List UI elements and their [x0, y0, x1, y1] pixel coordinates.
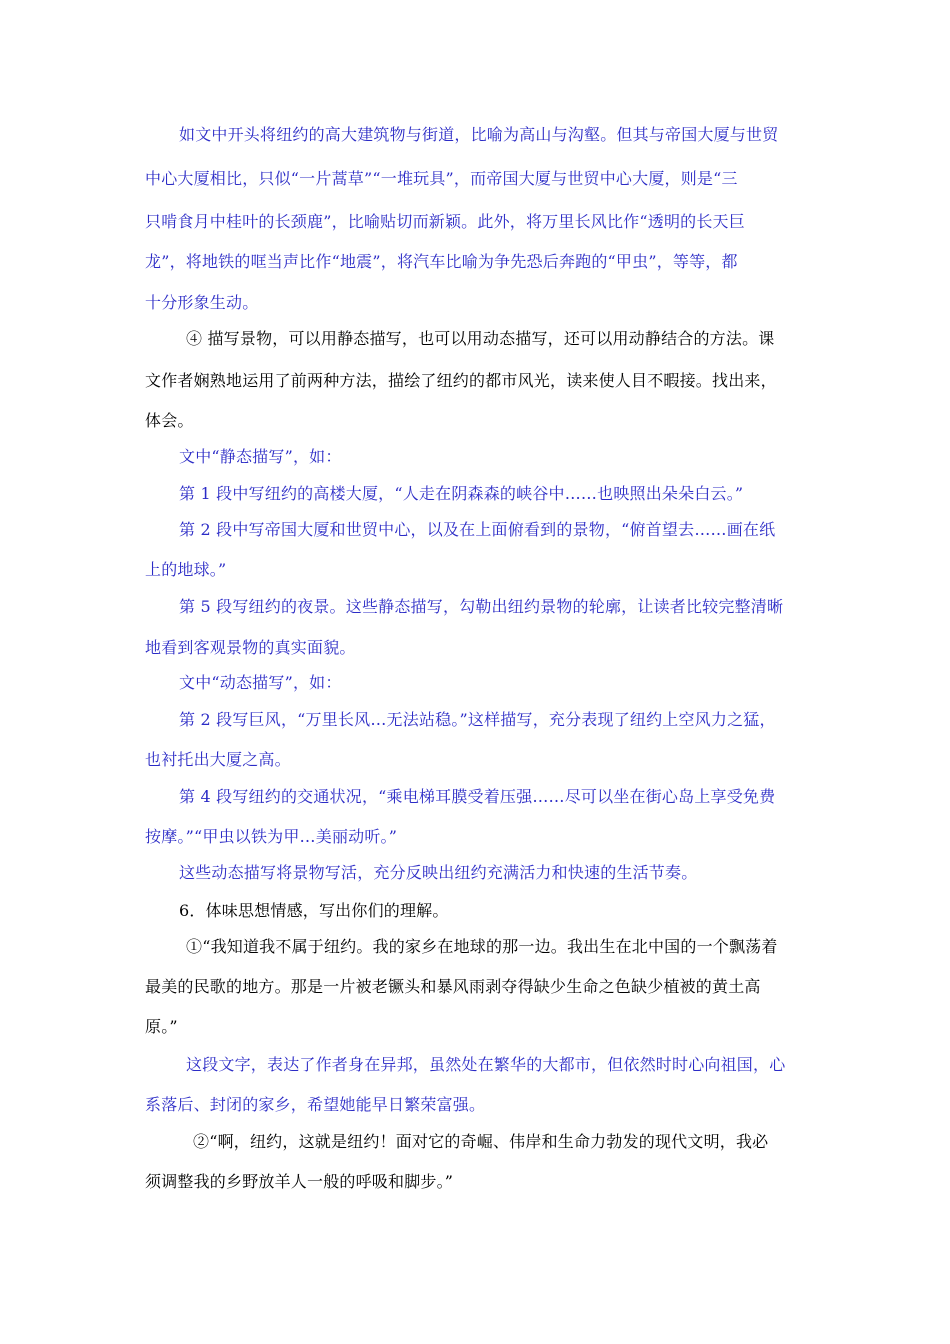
text-line: 十分形象生动。	[145, 293, 259, 312]
text-line: 第 4 段写纽约的交通状况，“乘电梯耳膜受着压强……尽可以坐在街心岛上享受免费	[179, 787, 776, 806]
text-line: 这些动态描写将景物写活，充分反映出纽约充满活力和快速的生活节奏。	[179, 863, 698, 882]
text-line: 文中“动态描写”，如：	[179, 673, 342, 692]
text-line: 龙”，将地铁的哐当声比作“地震”，将汽车比喻为争先恐后奔跑的“甲虫”，等等，都	[145, 252, 738, 271]
text-line: 体会。	[145, 411, 194, 430]
text-line: 地看到客观景物的真实面貌。	[145, 638, 356, 657]
text-line: ②“啊，纽约，这就是纽约！面对它的奇崛、伟岸和生命力勃发的现代文明，我必	[193, 1132, 769, 1151]
text-line: 文中“静态描写”，如：	[179, 447, 342, 466]
text-line: 也衬托出大厦之高。	[145, 750, 291, 769]
text-line: ①“我知道我不属于纽约。我的家乡在地球的那一边。我出生在北中国的一个飘荡着	[186, 937, 778, 956]
text-line: 上的地球。”	[145, 560, 227, 579]
text-line: 第 2 段写巨风，“万里长风…无法站稳。”这样描写，充分表现了纽约上空风力之猛，	[179, 710, 776, 729]
text-line: 按摩。”“甲虫以铁为甲…美丽动听。”	[145, 827, 398, 846]
text-line: 这段文字，表达了作者身在异邦，虽然处在繁华的大都市，但依然时时心向祖国，心	[186, 1055, 786, 1074]
text-line: 只啃食月中桂叶的长颈鹿”，比喻贴切而新颖。此外，将万里长风比作“透明的长天巨	[145, 212, 745, 231]
text-line: 中心大厦相比，只似“一片蒿草”“一堆玩具”，而帝国大厦与世贸中心大厦，则是“三	[145, 169, 738, 188]
text-line: 文作者娴熟地运用了前两种方法，描绘了纽约的都市风光，读来使人目不暇接。找出来，	[145, 371, 777, 390]
text-line: 须调整我的乡野放羊人一般的呼吸和脚步。”	[145, 1172, 454, 1191]
text-line: 第 5 段写纽约的夜景。这些静态描写，勾勒出纽约景物的轮廓，让读者比较完整清晰	[179, 597, 784, 616]
text-line: 如文中开头将纽约的高大建筑物与街道，比喻为高山与沟壑。但其与帝国大厦与世贸	[179, 125, 779, 144]
text-line: 最美的民歌的地方。那是一片被老镢头和暴风雨剥夺得缺少生命之色缺少植被的黄土高	[145, 977, 761, 996]
text-line: 原。”	[145, 1017, 178, 1036]
text-line: ④ 描写景物，可以用静态描写，也可以用动态描写，还可以用动静结合的方法。课	[186, 329, 775, 348]
text-line: 第 2 段中写帝国大厦和世贸中心，以及在上面俯看到的景物，“俯首望去……画在纸	[179, 520, 776, 539]
text-line: 系落后、封闭的家乡，希望她能早日繁荣富强。	[145, 1095, 486, 1114]
text-line: 第 1 段中写纽约的高楼大厦，“人走在阴森森的峡谷中……也映照出朵朵白云。”	[179, 484, 744, 503]
text-line: 6．体味思想情感，写出你们的理解。	[179, 901, 449, 920]
